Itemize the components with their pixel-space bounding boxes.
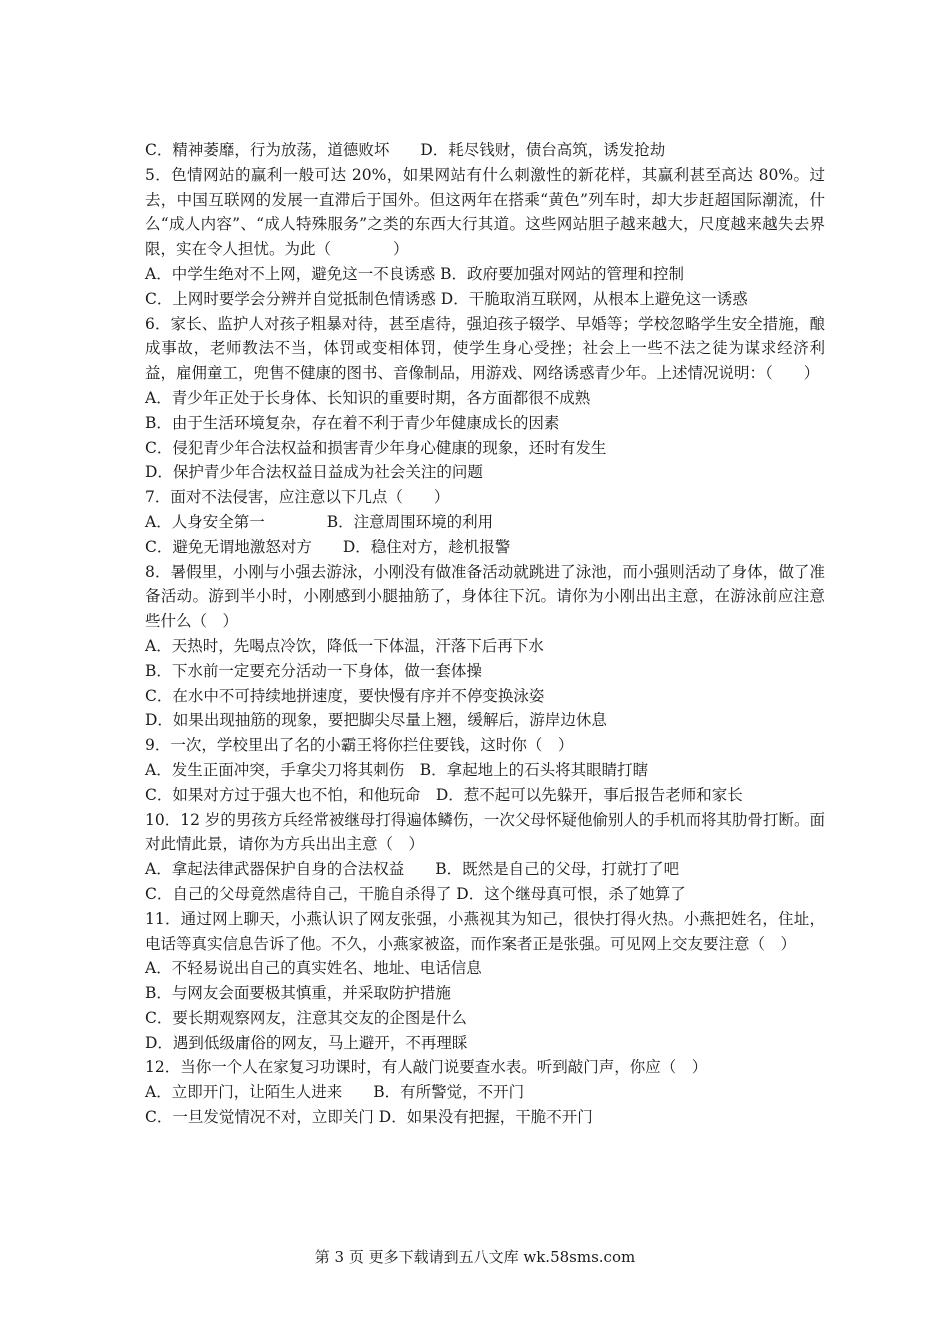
text-line: B．与网友会面要极其慎重，并采取防护措施 <box>145 984 451 1003</box>
question-paragraph: 11．通过网上聊天，小燕认识了网友张强，小燕视其为知己，很快打得火热。小燕把姓名，住址，电话等真实信息告诉了他。不久，小燕家被盗，而作案者正是张强。可见网上交友要注意（ ） <box>145 909 825 953</box>
text-line: C．要长期观察网友，注意其交友的企图是什么 <box>145 1008 467 1027</box>
text-line: C．自己的父母竟然虐待自己，干脆自杀得了 D．这个继母真可恨，杀了她算了 <box>145 884 686 903</box>
text-line: A．人身安全第一 B．注意周围环境的利用 <box>145 512 494 531</box>
question-paragraph: 8．暑假里，小刚与小强去游泳，小刚没有做准备活动就跳进了泳池，而小强则活动了身体，做了准备活动。游到半小时，小刚感到小腿抽筋了，身体往下沉。请你为小刚出出主意，在游泳前应注意些什么（ ） <box>145 562 825 631</box>
text-line: 12．当你一个人在家复习功课时，有人敲门说要查水表。听到敲门声，你应（ ） <box>145 1058 708 1077</box>
question-paragraph: 5．色情网站的赢利一般可达 20%，如果网站有什么刺激性的新花样，其赢利甚至高达 80%。过去，中国互联网的发展一直滞后于国外。但这两年在搭乘“黄色”列车时，却大步赶超国际潮流，什么“成人内容”、“成人特殊服务”之类的东西大行其道。这些网站胆子越来越大，尺度越来越失去界限，实在令人担忧。为此（ ） <box>145 165 825 259</box>
text-line: C．精神萎靡，行为放荡，道德败坏 D．耗尽钱财，债台高筑，诱发抢劫 <box>145 141 666 159</box>
question-paragraph: 6．家长、监护人对孩子粗暴对待，甚至虐待，强迫孩子辍学、早婚等；学校忽略学生安全措施，酿成事故，老师教法不当，体罚或变相体罚，使学生身心受挫；社会上一些不法之徒为谋求经济利益，雇佣童工，兜售不健康的图书、音像制品，用游戏、网络诱惑青少年。上述情况说明：（ ） <box>145 314 825 383</box>
document-body <box>145 138 825 1130</box>
page-footer: 第 3 页 更多下载请到五八文库 wk.58sms.com <box>314 1248 636 1266</box>
text-line: 7．面对不法侵害，应注意以下几点（ ） <box>145 488 450 507</box>
text-line: A．不轻易说出自己的真实姓名、地址、电话信息 <box>145 959 482 978</box>
text-line: 9．一次，学校里出了名的小霸王将你拦住要钱，这时你（ ） <box>145 736 574 755</box>
text-line: D．保护青少年合法权益日益成为社会关注的问题 <box>145 463 483 482</box>
text-line: A．发生正面冲突，手拿尖刀将其刺伤 B．拿起地上的石头将其眼睛打瞎 <box>145 760 649 779</box>
text-line: A．立即开门，让陌生人进来 B．有所警觉，不开门 <box>145 1083 525 1102</box>
text-line: D．如果出现抽筋的现象，要把脚尖尽量上翘，缓解后，游岸边休息 <box>145 711 607 730</box>
text-line: C．避免无谓地激怒对方 D．稳住对方，趁机报警 <box>145 537 511 556</box>
text-line: A．天热时，先喝点冷饮，降低一下体温，汗落下后再下水 <box>145 636 544 655</box>
text-line: A．青少年正处于长身体、长知识的重要时期，各方面都很不成熟 <box>145 388 591 407</box>
text-line: C．如果对方过于强大也不怕，和他玩命 D．惹不起可以先躲开，事后报告老师和家长 <box>145 785 743 804</box>
text-line: B．由于生活环境复杂，存在着不利于青少年健康成长的因素 <box>145 413 560 432</box>
text-line: C．一旦发觉情况不对，立即关门 D．如果没有把握，干脆不开门 <box>145 1108 593 1127</box>
text-line: A．中学生绝对不上网，避免这一不良诱惑 B．政府要加强对网站的管理和控制 <box>145 264 685 283</box>
text-line: D．遇到低级庸俗的网友，马上避开，不再理睬 <box>145 1033 468 1052</box>
text-line: A．拿起法律武器保护自身的合法权益 B．既然是自己的父母，打就打了吧 <box>145 860 680 879</box>
text-line: C．侵犯青少年合法权益和损害青少年身心健康的现象，还时有发生 <box>145 438 607 457</box>
text-line: C．在水中不可持续地拼速度，要快慢有序并不停变换泳姿 <box>145 686 545 705</box>
text-line: C．上网时要学会分辨并自觉抵制色情诱惑 D．干脆取消互联网，从根本上避免这一诱惑 <box>145 289 748 308</box>
question-paragraph: 10．12 岁的男孩方兵经常被继母打得遍体鳞伤，一次父母怀疑他偷别人的手机而将其肋骨打断。面对此情此景，请你为方兵出出主意（ ） <box>145 810 825 854</box>
text-line: B．下水前一定要充分活动一下身体，做一套体操 <box>145 661 482 680</box>
